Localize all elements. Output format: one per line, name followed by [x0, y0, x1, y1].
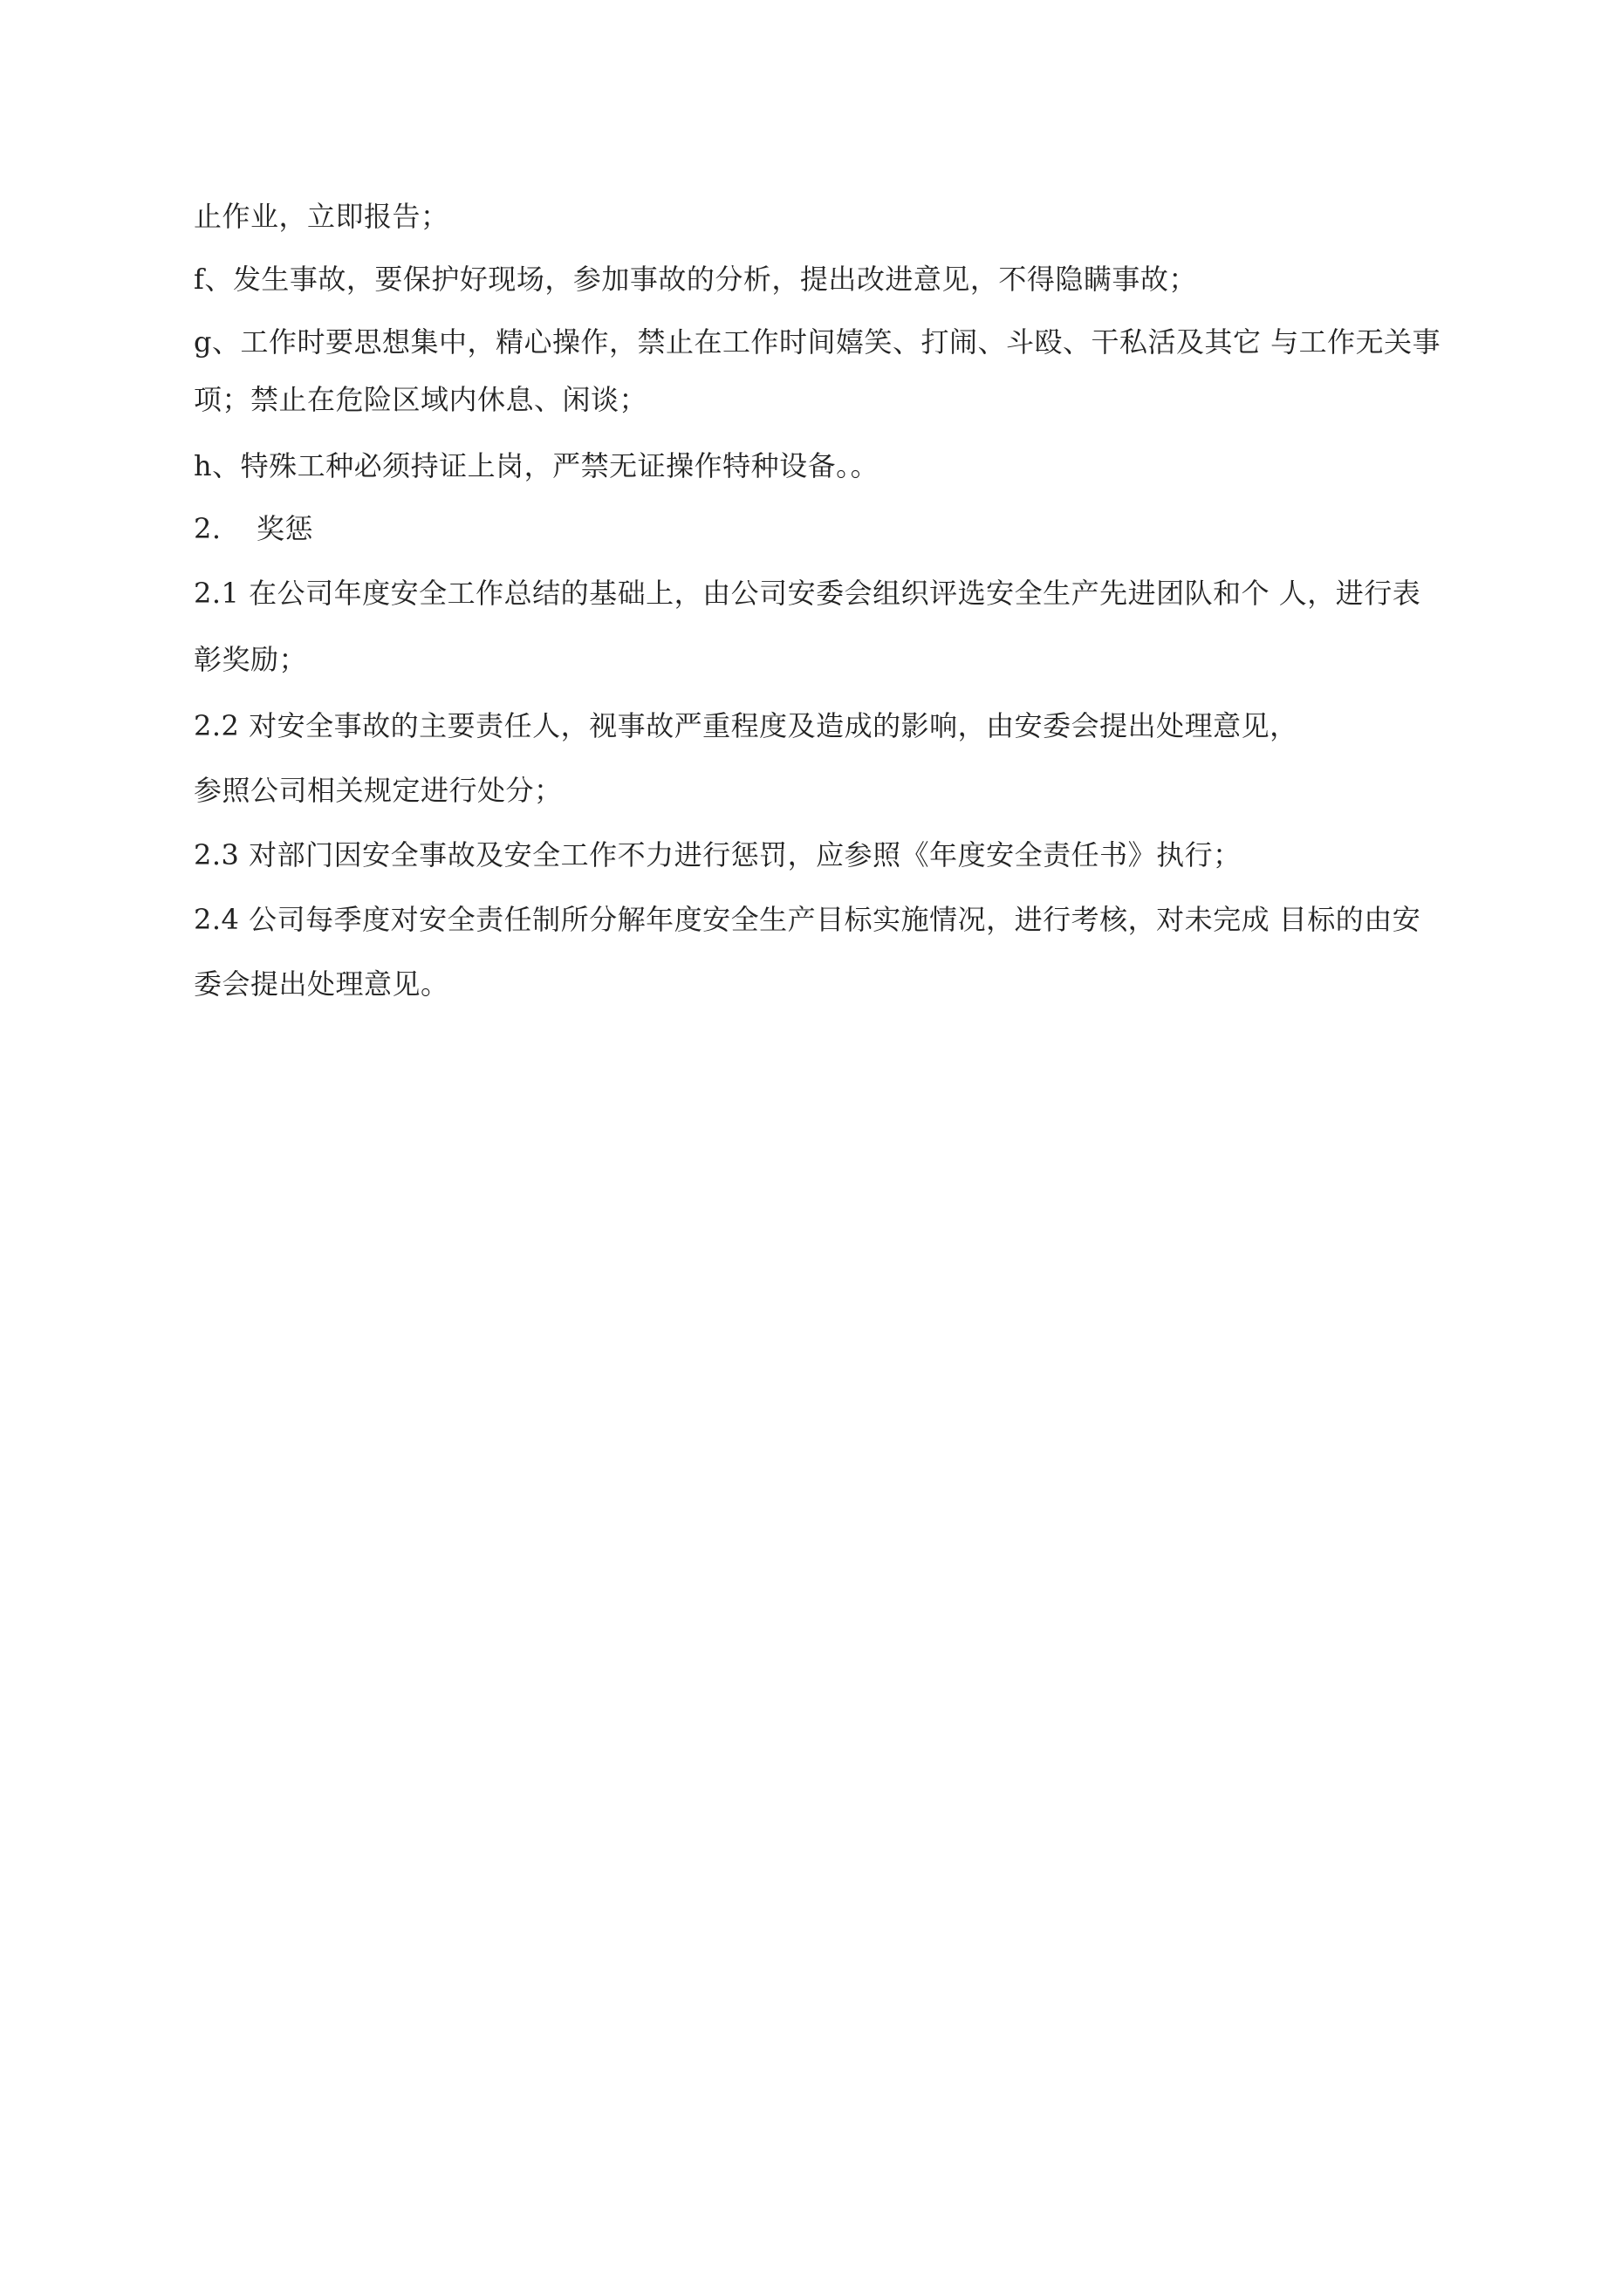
clause-2-4: 2.4 公司每季度对安全责任制所分解年度安全生产目标实施情况，进行考核，对未完成 目标的由安 — [194, 903, 1421, 936]
clause-2-2: 2.2 对安全事故的主要责任人，视事故严重程度及造成的影响，由安委会提出处理意见， — [194, 709, 1298, 742]
text-line: 委会提出处理意见。 — [194, 967, 449, 1001]
rule-item-g: g、工作时要思想集中，精心操作，禁止在工作时间嬉笑、打闹、斗殴、干私活及其它 与工作无关事 — [194, 325, 1441, 359]
section-title: 奖惩 — [257, 512, 314, 545]
text-line: 项；禁止在危险区域内休息、闲谈； — [194, 383, 648, 416]
text-line: 参照公司相关规定进行处分； — [194, 774, 563, 807]
text-line: 彰奖励； — [194, 643, 308, 676]
rule-item-f: f、发生事故，要保护好现场，参加事故的分析，提出改进意见，不得隐瞒事故； — [194, 263, 1197, 296]
clause-2-3: 2.3 对部门因安全事故及安全工作不力进行惩罚，应参照《年度安全责任书》执行； — [194, 838, 1242, 871]
text-line: 止作业，立即报告； — [194, 200, 449, 233]
section-heading — [194, 509, 313, 548]
section-number: 2. — [194, 512, 222, 545]
clause-2-1: 2.1 在公司年度安全工作总结的基础上，由公司安委会组织评选安全生产先进团队和个 人，进行表 — [194, 577, 1421, 610]
rule-item-h: h、特殊工种必须持证上岗，严禁无证操作特种设备。。 — [194, 449, 879, 482]
